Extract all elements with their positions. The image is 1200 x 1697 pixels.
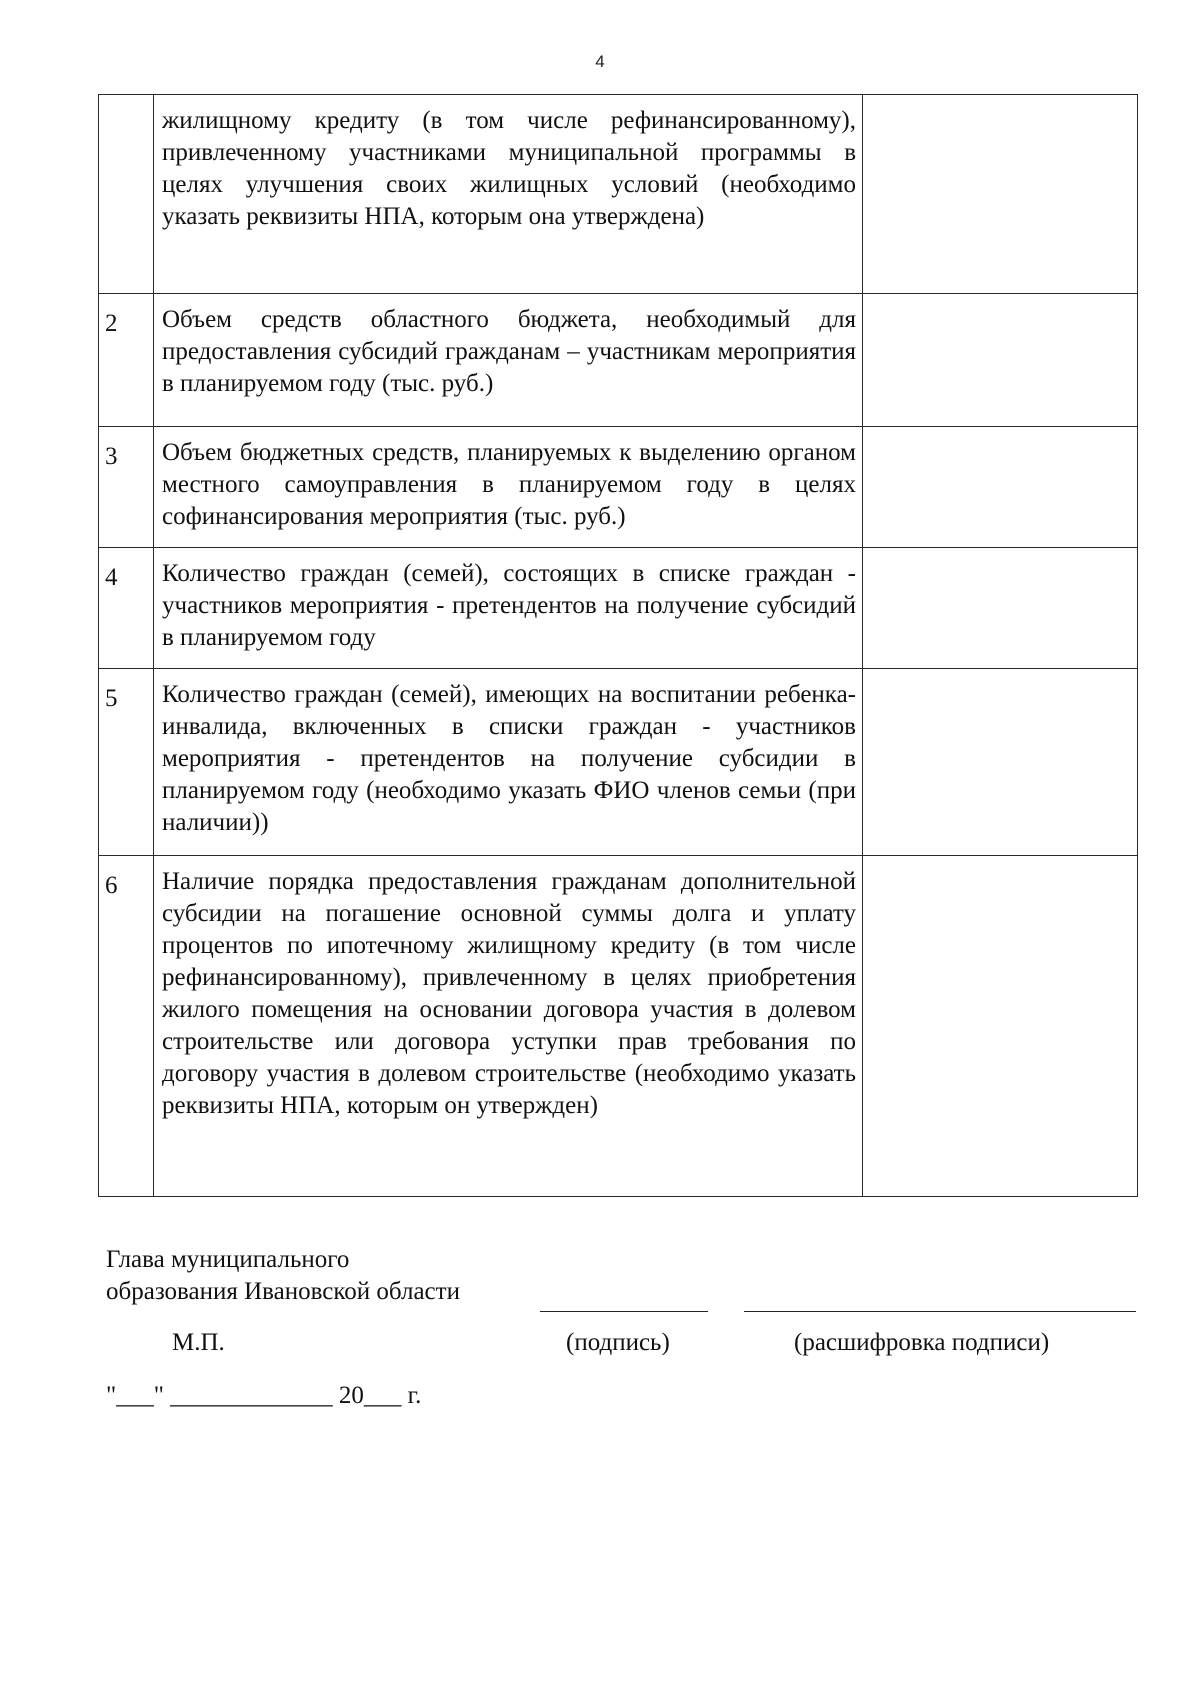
signature-caption: (подпись) [566,1329,670,1356]
table-row [99,427,1138,548]
row-text: Объем средств областного бюджета, необходимый для предоставления субсидий гражданам – участникам мероприятия в планируемом году (тыс. руб.) [154,294,863,427]
table-row [99,856,1138,1197]
row-number [99,95,154,294]
date-line: "___" _____________ 20___ г. [106,1382,422,1409]
row-value-cell[interactable] [863,669,1138,856]
row-text: Количество граждан (семей), состоящих в списке граждан - участников мероприятия - претендентов на получение субсидий в планируемом году [154,548,863,669]
row-number: 2 [99,294,154,427]
row-number: 5 [99,669,154,856]
signature-decryption-line[interactable] [744,1311,1136,1312]
row-value-cell[interactable] [863,856,1138,1197]
table-row [99,548,1138,669]
table-row [99,294,1138,427]
row-text: Наличие порядка предоставления гражданам дополнительной субсидии на погашение основной суммы долга и уплату процентов по ипотечному жилищному кредиту (в том числе рефинансированному), привлеченному в целях приобретения жилого помещения на основании договора участия в долевом строительстве или договора уступки прав требования по договору участия в долевом строительстве (необходимо указать реквизиты НПА, которым он утвержден) [154,856,863,1197]
row-value-cell[interactable] [863,95,1138,294]
table-row [99,95,1138,294]
info-table [98,94,1138,1197]
row-number: 3 [99,427,154,548]
seal-label: М.П. [172,1329,225,1356]
row-text: жилищному кредиту (в том числе рефинансированному), привлеченному участниками муниципальной программы в целях улучшения своих жилищных условий (необходимо указать реквизиты НПА, которым она утверждена) [154,95,863,294]
row-value-cell[interactable] [863,294,1138,427]
row-value-cell[interactable] [863,548,1138,669]
row-text: Количество граждан (семей), имеющих на воспитании ребенка-инвалида, включенных в списки граждан - участников мероприятия - претендентов на получение субсидии в планируемом году (необходимо указать ФИО членов семьи (при наличии)) [154,669,863,856]
page-number: 4 [595,52,605,71]
row-number: 6 [99,856,154,1197]
signature-line[interactable] [540,1311,708,1312]
head-title-line1: Глава муниципального [106,1246,350,1273]
table-row [99,669,1138,856]
row-number: 4 [99,548,154,669]
head-title-line2: образования Ивановской области [106,1278,460,1305]
row-value-cell[interactable] [863,427,1138,548]
decryption-caption: (расшифровка подписи) [794,1329,1050,1356]
row-text: Объем бюджетных средств, планируемых к выделению органом местного самоуправления в планируемом году в целях софинансирования мероприятия (тыс. руб.) [154,427,863,548]
